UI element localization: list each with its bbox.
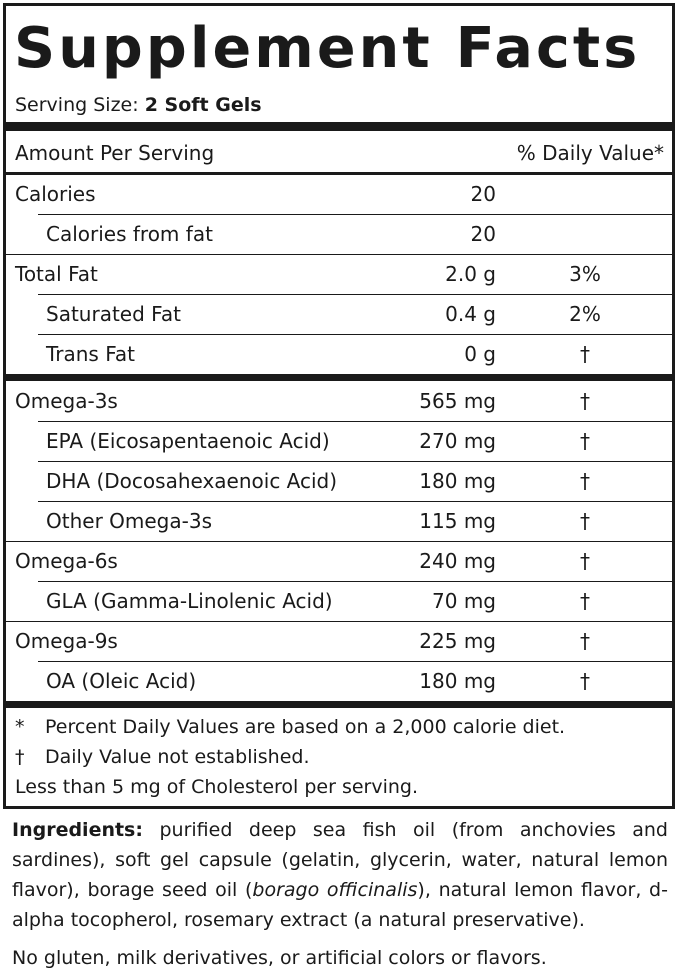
ingredients-text: ), natural lemon flavor, d-alpha tocopherol, rosemary extract (a natural preservative). xyxy=(12,879,668,931)
row-label: Omega-3s xyxy=(15,389,118,413)
cholesterol-note: Less than 5 mg of Cholesterol per serving. xyxy=(15,776,419,798)
thick-divider xyxy=(6,122,672,131)
row-amount: 270 mg xyxy=(419,429,496,453)
table-row xyxy=(6,254,672,294)
row-label: Calories xyxy=(15,182,96,206)
serving-size-label: Serving Size: xyxy=(15,94,139,116)
row-label: Trans Fat xyxy=(46,342,135,366)
serving-size xyxy=(15,92,262,118)
row-daily-value: † xyxy=(580,629,590,653)
row-daily-value: † xyxy=(580,669,590,693)
row-label: Calories from fat xyxy=(46,222,213,246)
table-row xyxy=(6,421,672,461)
row-daily-value: † xyxy=(580,469,590,493)
footnotes xyxy=(15,712,665,802)
row-label: Saturated Fat xyxy=(46,302,181,326)
row-amount: 2.0 g xyxy=(445,262,496,286)
row-daily-value: 3% xyxy=(569,262,601,286)
row-label: EPA (Eicosapentaenoic Acid) xyxy=(46,429,330,453)
table-row xyxy=(6,581,672,621)
row-amount: 0.4 g xyxy=(445,302,496,326)
row-daily-value: † xyxy=(580,342,590,366)
row-amount: 565 mg xyxy=(419,389,496,413)
table-row xyxy=(6,214,672,254)
ingredients-botanical-name: borago officinalis xyxy=(252,879,418,901)
table-row xyxy=(6,174,672,214)
table-header xyxy=(6,133,672,173)
ingredients-statement xyxy=(12,815,668,935)
row-amount: 225 mg xyxy=(419,629,496,653)
panel-title: Supplement Facts xyxy=(14,16,641,81)
row-label: Omega-6s xyxy=(15,549,118,573)
row-amount: 20 xyxy=(470,222,496,246)
row-amount: 240 mg xyxy=(419,549,496,573)
asterisk-symbol: * xyxy=(15,716,25,738)
row-label: Omega-9s xyxy=(15,629,118,653)
table-row xyxy=(6,541,672,581)
row-daily-value: † xyxy=(580,429,590,453)
row-amount: 20 xyxy=(470,182,496,206)
table-row xyxy=(6,381,672,421)
table-row xyxy=(6,621,672,661)
free-from-statement: No gluten, milk derivatives, or artificial colors or flavors. xyxy=(12,947,547,969)
table-row xyxy=(6,294,672,334)
table-row xyxy=(6,334,672,374)
row-daily-value: † xyxy=(580,549,590,573)
row-daily-value: † xyxy=(580,589,590,613)
table-row xyxy=(6,661,672,701)
row-amount: 0 g xyxy=(464,342,496,366)
table-row xyxy=(6,501,672,541)
dagger-symbol: † xyxy=(15,746,25,768)
row-amount: 180 mg xyxy=(419,469,496,493)
row-daily-value: † xyxy=(580,509,590,533)
ingredients-text: purified deep sea fish oil (from anchovies and sardines), soft gel capsule (gelatin, glycerin, water, natural lemon flavor), borage seed oil ( xyxy=(12,819,668,901)
footnote-text: Percent Daily Values are based on a 2,000 calorie diet. xyxy=(45,716,566,738)
row-label: OA (Oleic Acid) xyxy=(46,669,197,693)
row-label: GLA (Gamma-Linolenic Acid) xyxy=(46,589,333,613)
footnote-not-established xyxy=(15,742,665,772)
thick-divider xyxy=(6,374,672,381)
supplement-facts-panel xyxy=(3,3,675,809)
row-daily-value: 2% xyxy=(569,302,601,326)
row-label: DHA (Docosahexaenoic Acid) xyxy=(46,469,338,493)
serving-size-value: 2 Soft Gels xyxy=(144,94,262,116)
amount-per-serving-header: Amount Per Serving xyxy=(15,141,215,165)
daily-value-header: % Daily Value* xyxy=(516,141,664,165)
row-daily-value: † xyxy=(580,389,590,413)
thick-divider xyxy=(6,701,672,708)
row-amount: 70 mg xyxy=(432,589,496,613)
table-row xyxy=(6,461,672,501)
row-label: Total Fat xyxy=(15,262,98,286)
footnote-text: Daily Value not established. xyxy=(45,746,310,768)
row-label: Other Omega-3s xyxy=(46,509,212,533)
ingredients-label: Ingredients: xyxy=(12,819,143,841)
row-amount: 180 mg xyxy=(419,669,496,693)
footnote-daily-values xyxy=(15,712,665,742)
row-amount: 115 mg xyxy=(419,509,496,533)
